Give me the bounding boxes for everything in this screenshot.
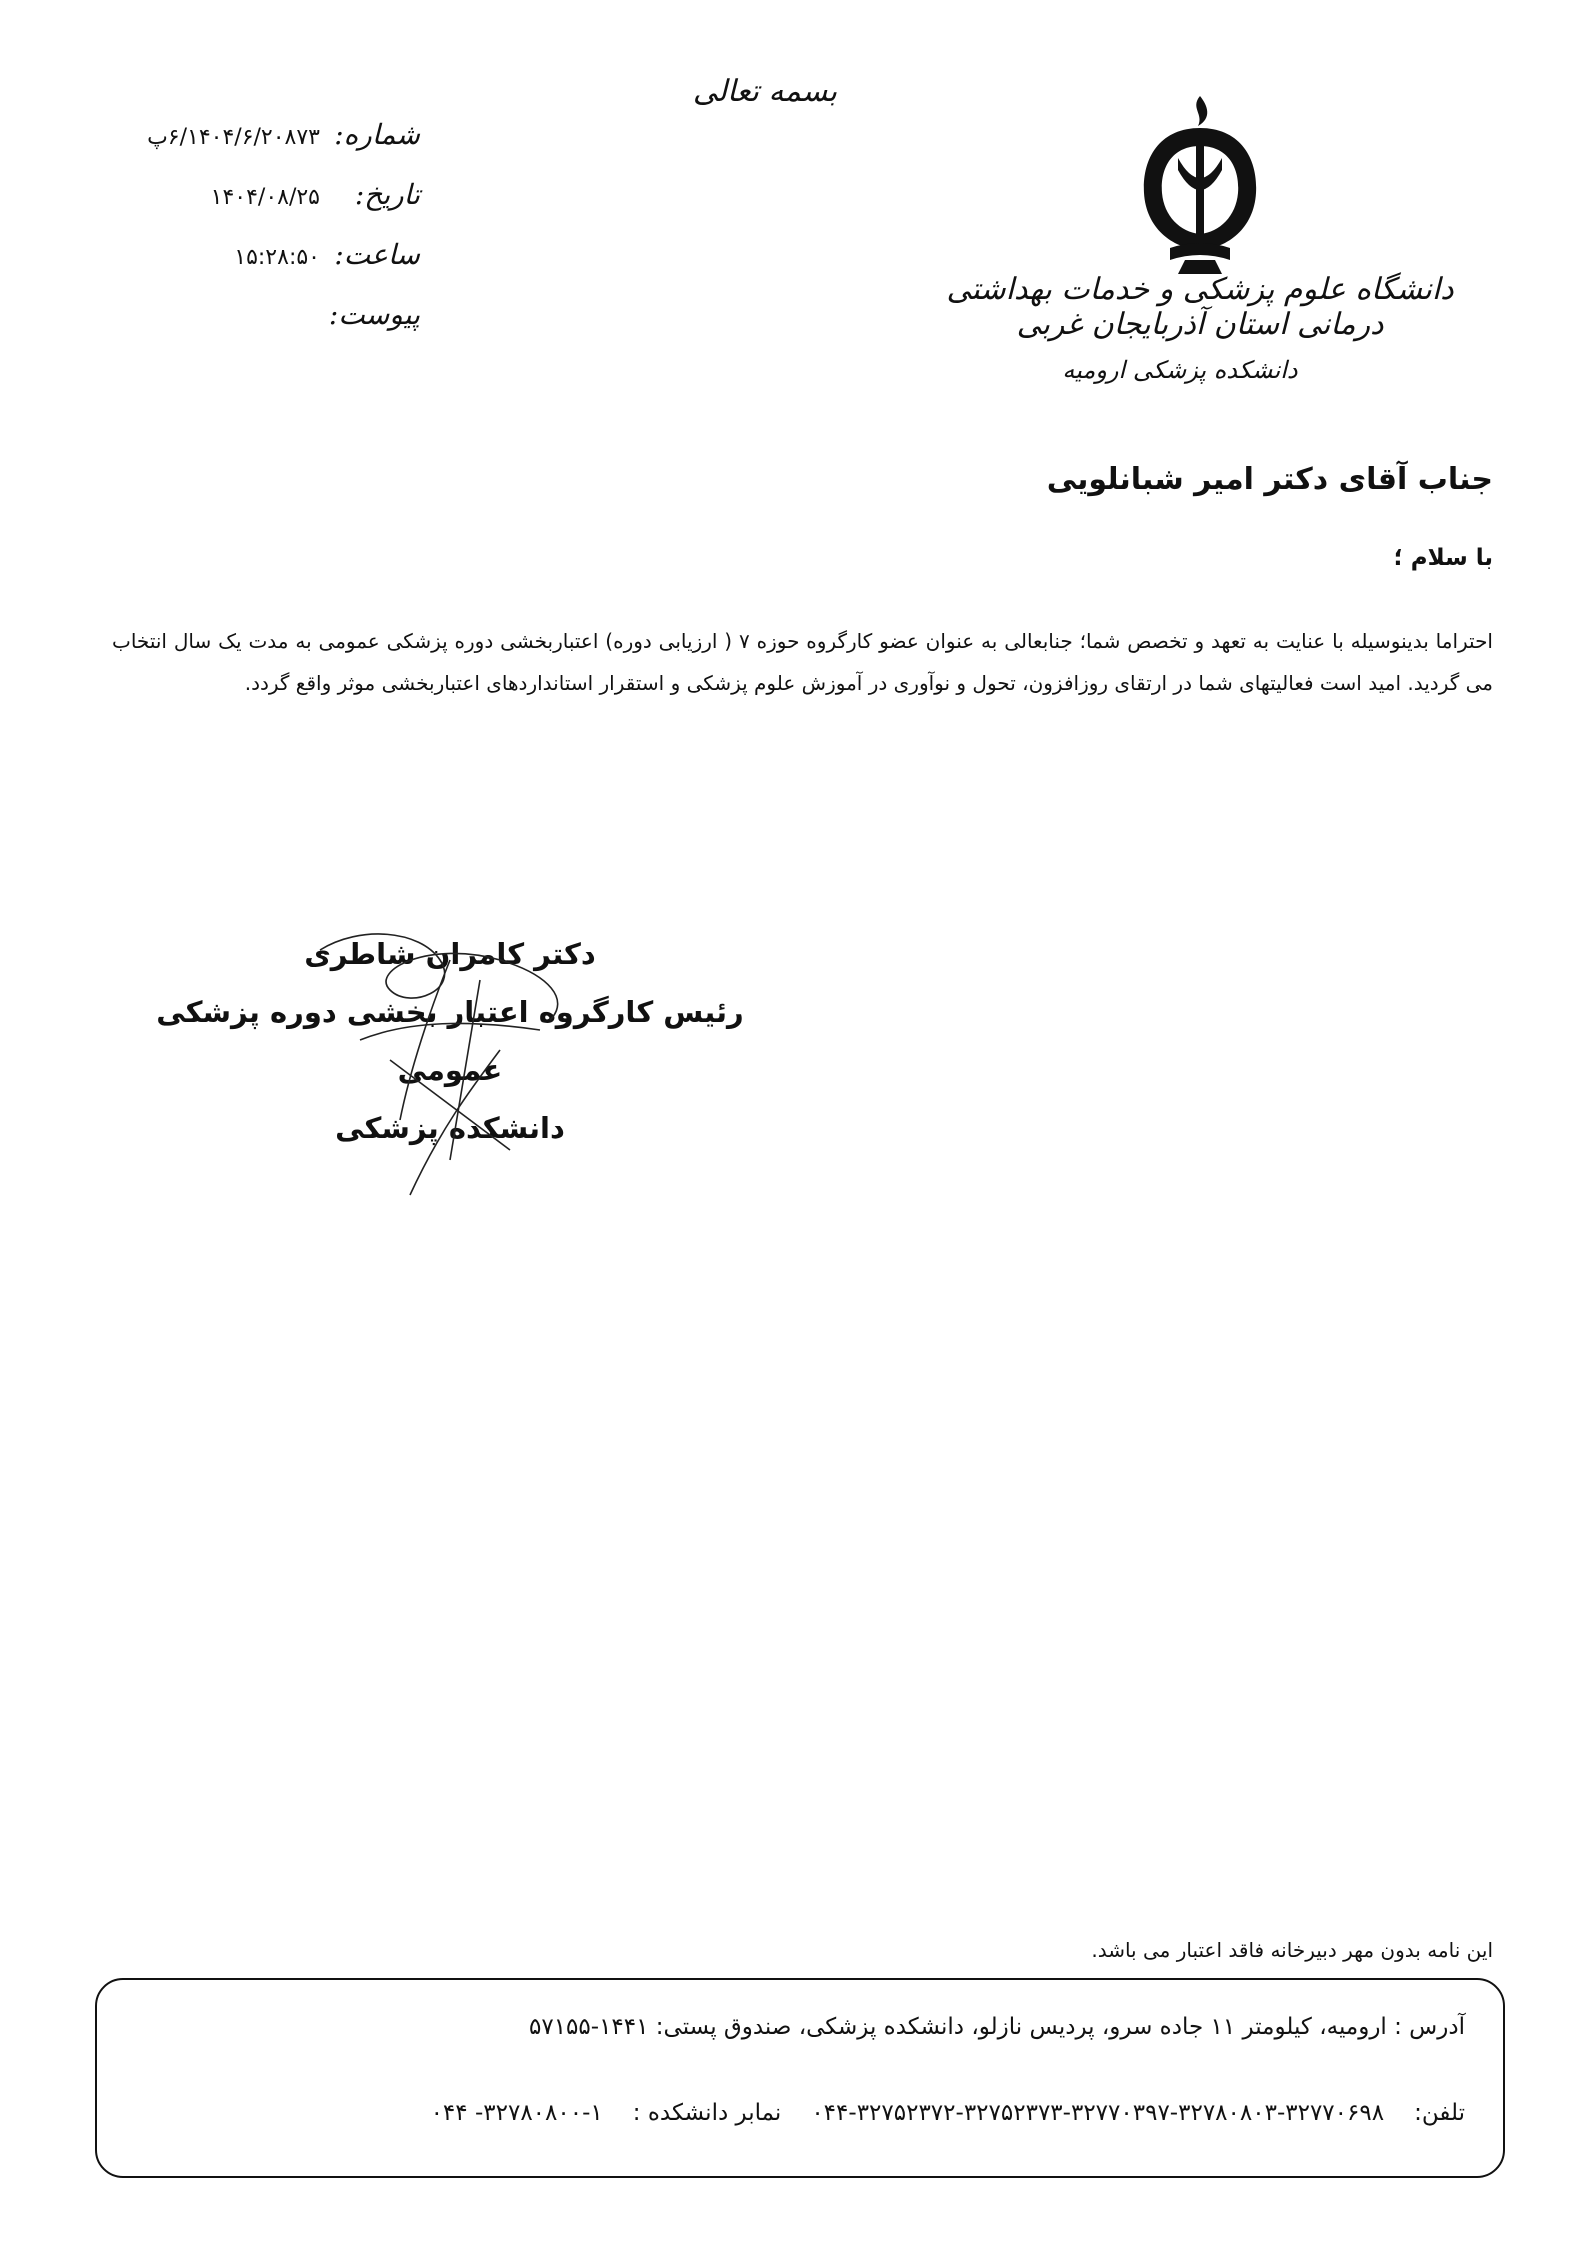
recipient-line: جناب آقای دکتر امیر شبانلویی xyxy=(1046,462,1493,497)
attachment-row xyxy=(120,298,420,358)
letter-body: احتراما بدینوسیله با عنایت به تعهد و تخصص شما؛ جنابعالی به عنوان عضو کارگروه حوزه ۷ ( ارزیابی دوره) اعتباربخشی دوره پزشکی عمومی به مدت یک سال انتخاب می گردید. امید است فعالیتهای شما در ارتقای روزافزون، تحول و نوآوری در آموزش علوم پزشکی و استقرار استانداردهای اعتباربخشی موثر واقع گردد. xyxy=(112,629,1493,695)
date-value: ۱۴۰۴/۰۸/۲۵ xyxy=(210,185,320,210)
faculty-name: دانشکده پزشکی ارومیه xyxy=(1062,356,1298,384)
time-row xyxy=(120,238,420,298)
university-emblem-icon xyxy=(1130,88,1270,278)
number-value: ۶/۱۴۰۴/۶/۲۰۸۷۳پ xyxy=(147,125,320,150)
greeting-line: با سلام ؛ xyxy=(1393,545,1493,571)
fax-label: نمابر دانشکده : xyxy=(632,2100,782,2126)
time-value: ۱۵:۲۸:۵۰ xyxy=(234,245,320,270)
signer-name: دکتر کامران شاطری xyxy=(304,937,596,971)
letter-meta xyxy=(120,118,420,358)
number-label: شماره: xyxy=(334,118,420,151)
phone-line xyxy=(125,2100,1465,2126)
contact-footer xyxy=(95,1978,1505,2178)
address-line: آدرس : ارومیه، کیلومتر ۱۱ جاده سرو، پردیس نازلو، دانشکده پزشکی، صندوق پستی: ۱۴۴۱-۵۷۱۵۵ xyxy=(528,2014,1465,2040)
attachment-label: پیوست: xyxy=(328,298,420,331)
date-label: تاریخ: xyxy=(354,178,420,211)
university-name: دانشگاه علوم پزشکی و خدمات بهداشتی درمانی استان آذربایجان غربی xyxy=(946,272,1454,342)
signer-organization: دانشکده پزشکی xyxy=(335,1111,565,1145)
handwritten-signature xyxy=(300,920,600,1210)
signer-title: رئیس کارگروه اعتبار بخشی دوره پزشکی عمومی xyxy=(156,995,744,1087)
basmala-heading: بسمه تعالی xyxy=(692,74,838,109)
number-row xyxy=(120,118,420,178)
validity-notice: این نامه بدون مهر دبیرخانه فاقد اعتبار می باشد. xyxy=(1091,1938,1493,1962)
date-row xyxy=(120,178,420,238)
phone-numbers: ۳۲۷۷۰۶۹۸-۳۲۷۸۰۸۰۳-۳۲۷۷۰۳۹۷-۳۲۷۵۲۳۷۳-۳۲۷۵۲۳۷۲-۰۴۴ xyxy=(811,2100,1385,2126)
time-label: ساعت: xyxy=(334,238,420,271)
phone-label: تلفن: xyxy=(1414,2100,1465,2126)
fax-number: ۱-۳۲۷۸۰۸۰۰- ۰۴۴ xyxy=(430,2100,603,2126)
